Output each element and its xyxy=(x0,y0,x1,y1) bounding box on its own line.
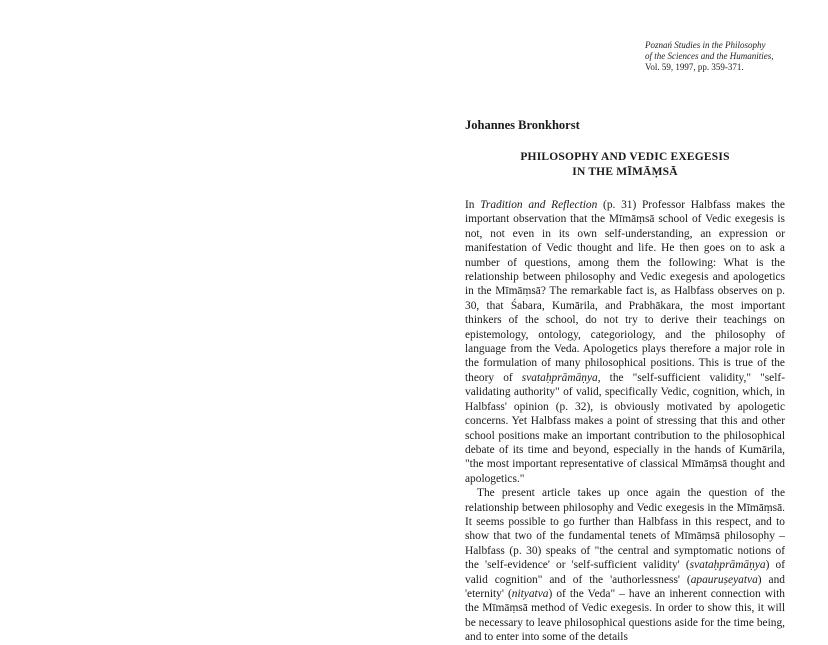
author-name: Johannes Bronkhorst xyxy=(465,118,580,132)
p2-term-svatahpramanya: svataḥprāmāṇya xyxy=(689,559,766,572)
p1-book-title: Tradition and Reflection xyxy=(480,199,598,211)
article-body xyxy=(465,198,785,645)
p2-text-c: ) of valid cognition" and of the 'authorlessness' ( xyxy=(465,559,785,586)
title-line1: PHILOSOPHY AND VEDIC EXEGESIS xyxy=(520,151,730,163)
p1-text-e: , the "self-sufficient validity," "self-validating authority" of valid, specifically Vedic, cognition, which, in Halbfass' opinion (p. 32), is obviously motivated by apologetic concerns. Yet Halbfass makes a point of stressing that this and other school positions make an important contribution to the philosophical debate of its time and beyond, especially in the hands of Kumārila, "the most important representative of classical Mīmāṃsā thought and apologetics." xyxy=(465,371,785,485)
paragraph-1 xyxy=(465,198,785,486)
paragraph-2 xyxy=(465,486,785,644)
p2-term-apauruseyatva: apauruṣeyatva xyxy=(690,573,758,586)
journal-volume: Vol. 59, 1997, pp. 359-371. xyxy=(645,62,744,72)
p2-text-a: The present article takes up once again the question of the relationship between philosophy and Vedic exegesis in the Mīmāṃsā. It seems possible to go further than Halbfass in this respect, and to show that two of the fundamental tenets of Mīmāṃsā philosophy – Halbfass (p. 30) speaks of "the central and symptomatic notions of the 'self-evidence' or 'self-sufficient validity' ( xyxy=(465,487,785,572)
article-title xyxy=(465,150,785,180)
p2-text-g: ) of the Veda" – have an inherent connection with the Mīmāṃsā method of Vedic exegesis. In order to show this, it will be necessary to leave philosophical questions aside for the time being, and to enter into some of the details xyxy=(465,587,785,644)
p1-text-a: In xyxy=(465,199,481,211)
p1-text-c: (p. 31) Professor Halbfass makes the important observation that the Mīmāṃsā school of Vedic exegesis is not, not even in its own self-understanding, an expression or manifestation of Vedic thought and life. He then goes on to ask a number of questions, among them the following: What is the relationship between philosophy and Vedic exegesis and apologetics in the Mīmāṃsā? The remarkable fact is, as Halbfass observes on p. 30, that Śabara, Kumārila, and Prabhākara, the most important thinkers of the school, do not try to derive their teachings on epistemology, ontology, categoriology, and the philosophy of language from the Veda. Apologetics plays therefore a major role in the formulation of many philosophical positions. This is true of the theory of xyxy=(465,199,785,384)
p2-term-nityatva: nityatva xyxy=(511,587,549,600)
journal-name-line1: Poznań Studies in the Philosophy xyxy=(645,40,766,50)
p2-text-e: ) and 'eternity' ( xyxy=(465,573,785,600)
title-line2: IN THE MĪMĀṂSĀ xyxy=(572,166,678,178)
p1-term-svatahpramanya: svataḥprāmāṇya xyxy=(521,371,598,384)
journal-name-line2: of the Sciences and the Humanities, xyxy=(645,51,774,61)
journal-citation xyxy=(645,40,815,73)
